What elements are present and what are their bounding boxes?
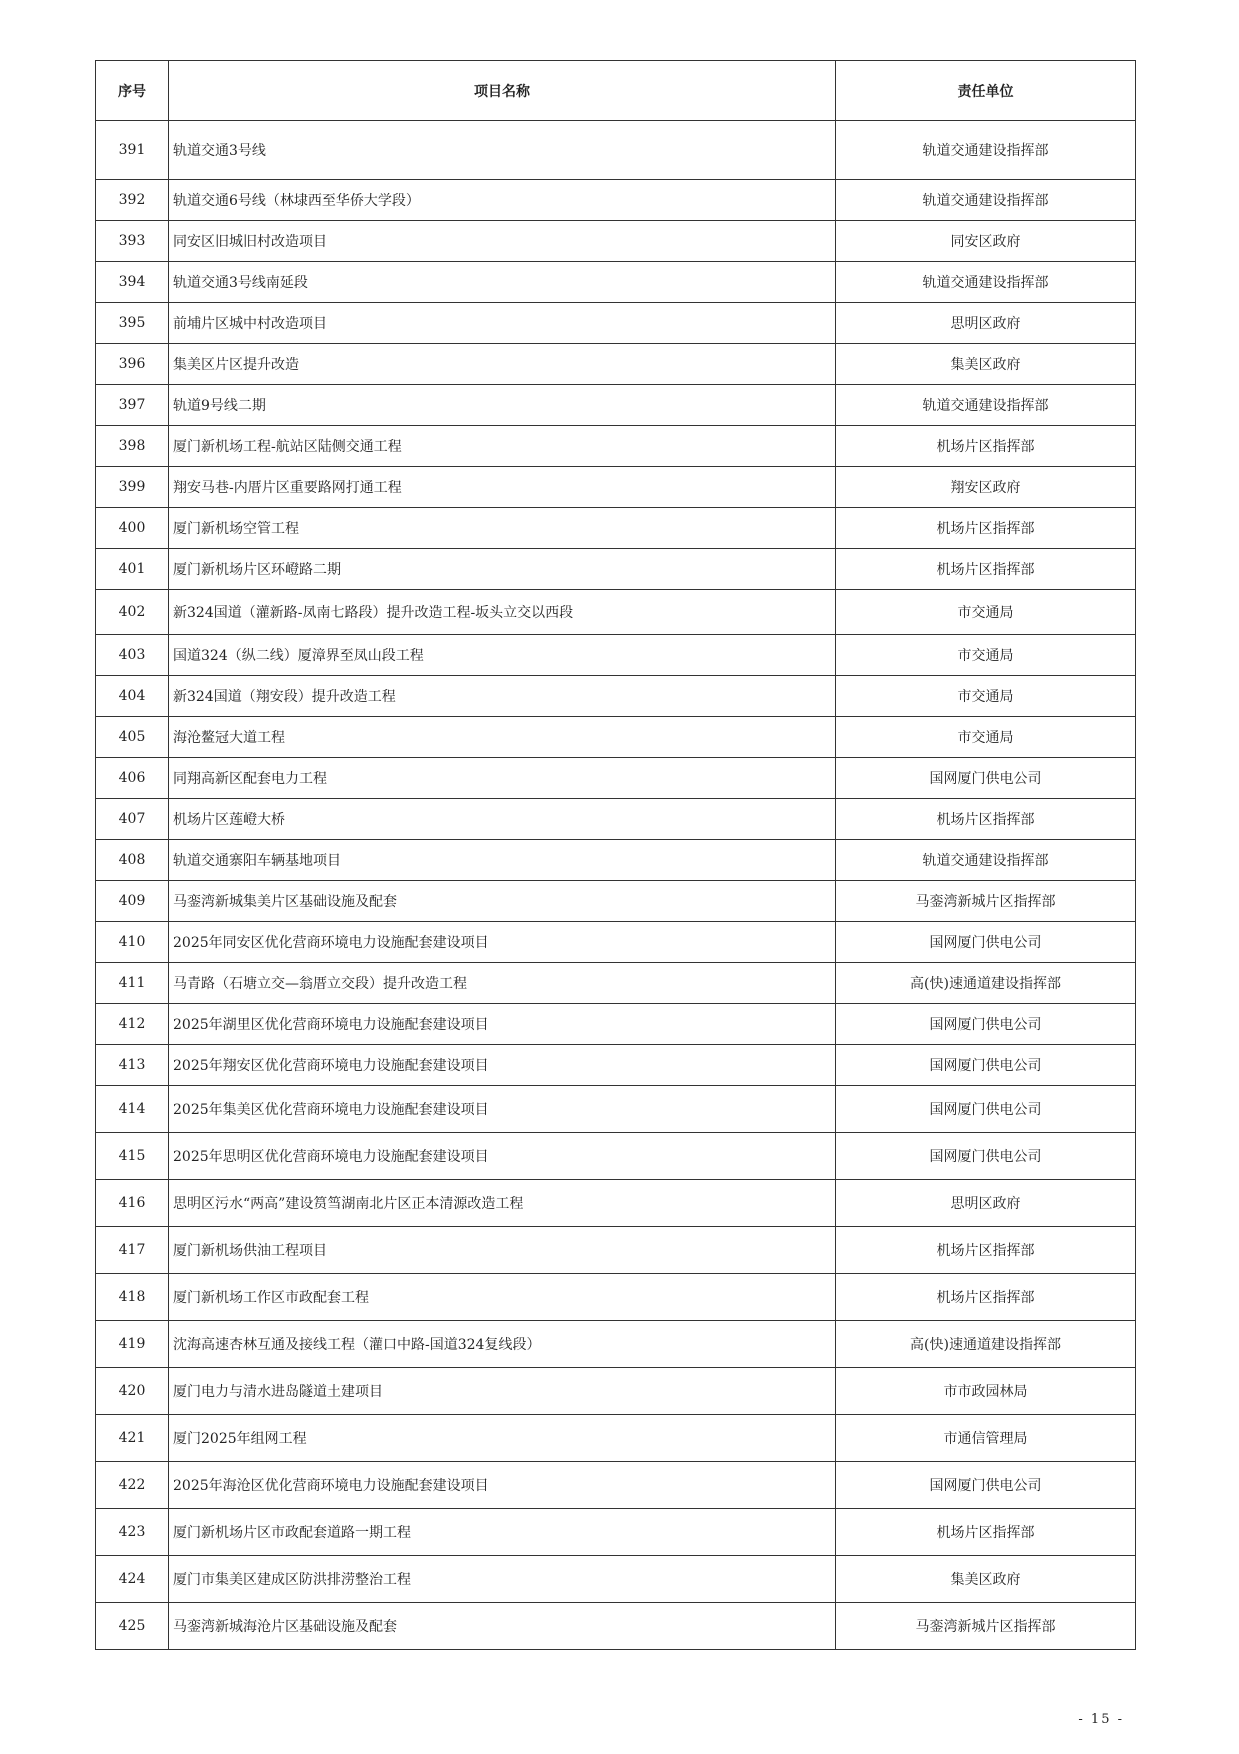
cell-project-name: 厦门新机场片区环嶝路二期 xyxy=(169,549,836,590)
project-table xyxy=(95,60,1136,1650)
cell-responsible-unit: 集美区政府 xyxy=(836,344,1136,385)
table-row xyxy=(96,840,1136,881)
cell-project-name: 2025年翔安区优化营商环境电力设施配套建设项目 xyxy=(169,1045,836,1086)
cell-serial-number: 422 xyxy=(96,1462,169,1509)
cell-responsible-unit: 机场片区指挥部 xyxy=(836,799,1136,840)
header-project-name: 项目名称 xyxy=(169,61,836,121)
cell-project-name: 新324国道（灌新路-凤南七路段）提升改造工程-坂头立交以西段 xyxy=(169,590,836,635)
table-row xyxy=(96,508,1136,549)
table-row xyxy=(96,799,1136,840)
table-row xyxy=(96,635,1136,676)
table-row xyxy=(96,1086,1136,1133)
header-serial-number: 序号 xyxy=(96,61,169,121)
table-row xyxy=(96,1133,1136,1180)
cell-responsible-unit: 国网厦门供电公司 xyxy=(836,758,1136,799)
cell-project-name: 集美区片区提升改造 xyxy=(169,344,836,385)
cell-responsible-unit: 市交通局 xyxy=(836,635,1136,676)
table-row xyxy=(96,467,1136,508)
cell-responsible-unit: 高(快)速通道建设指挥部 xyxy=(836,963,1136,1004)
cell-project-name: 厦门新机场工作区市政配套工程 xyxy=(169,1274,836,1321)
cell-responsible-unit: 国网厦门供电公司 xyxy=(836,922,1136,963)
cell-project-name: 沈海高速杏林互通及接线工程（灌口中路-国道324复线段） xyxy=(169,1321,836,1368)
cell-serial-number: 399 xyxy=(96,467,169,508)
cell-project-name: 厦门新机场工程-航站区陆侧交通工程 xyxy=(169,426,836,467)
cell-serial-number: 406 xyxy=(96,758,169,799)
cell-project-name: 轨道交通3号线 xyxy=(169,121,836,180)
cell-project-name: 2025年湖里区优化营商环境电力设施配套建设项目 xyxy=(169,1004,836,1045)
table-row xyxy=(96,758,1136,799)
table-row xyxy=(96,1603,1136,1650)
cell-project-name: 新324国道（翔安段）提升改造工程 xyxy=(169,676,836,717)
cell-project-name: 马銮湾新城海沧片区基础设施及配套 xyxy=(169,1603,836,1650)
cell-responsible-unit: 机场片区指挥部 xyxy=(836,426,1136,467)
table-row xyxy=(96,221,1136,262)
cell-project-name: 2025年思明区优化营商环境电力设施配套建设项目 xyxy=(169,1133,836,1180)
cell-project-name: 2025年海沧区优化营商环境电力设施配套建设项目 xyxy=(169,1462,836,1509)
cell-project-name: 同翔高新区配套电力工程 xyxy=(169,758,836,799)
cell-project-name: 翔安马巷-内厝片区重要路网打通工程 xyxy=(169,467,836,508)
cell-responsible-unit: 机场片区指挥部 xyxy=(836,1509,1136,1556)
cell-responsible-unit: 国网厦门供电公司 xyxy=(836,1133,1136,1180)
table-row xyxy=(96,303,1136,344)
cell-responsible-unit: 轨道交通建设指挥部 xyxy=(836,840,1136,881)
cell-serial-number: 392 xyxy=(96,180,169,221)
cell-serial-number: 414 xyxy=(96,1086,169,1133)
cell-responsible-unit: 市通信管理局 xyxy=(836,1415,1136,1462)
table-row xyxy=(96,1045,1136,1086)
cell-serial-number: 400 xyxy=(96,508,169,549)
cell-project-name: 厦门电力与清水进岛隧道土建项目 xyxy=(169,1368,836,1415)
cell-responsible-unit: 同安区政府 xyxy=(836,221,1136,262)
cell-project-name: 轨道交通寨阳车辆基地项目 xyxy=(169,840,836,881)
cell-serial-number: 391 xyxy=(96,121,169,180)
cell-serial-number: 420 xyxy=(96,1368,169,1415)
table-row xyxy=(96,1274,1136,1321)
table-row xyxy=(96,121,1136,180)
header-responsible-unit: 责任单位 xyxy=(836,61,1136,121)
cell-serial-number: 413 xyxy=(96,1045,169,1086)
cell-project-name: 厦门新机场空管工程 xyxy=(169,508,836,549)
cell-responsible-unit: 轨道交通建设指挥部 xyxy=(836,180,1136,221)
cell-responsible-unit: 机场片区指挥部 xyxy=(836,508,1136,549)
cell-serial-number: 409 xyxy=(96,881,169,922)
cell-serial-number: 395 xyxy=(96,303,169,344)
cell-responsible-unit: 国网厦门供电公司 xyxy=(836,1462,1136,1509)
cell-project-name: 厦门2025年组网工程 xyxy=(169,1415,836,1462)
table-row xyxy=(96,676,1136,717)
cell-serial-number: 421 xyxy=(96,1415,169,1462)
table-row xyxy=(96,1321,1136,1368)
table-row xyxy=(96,549,1136,590)
table-row xyxy=(96,1509,1136,1556)
cell-serial-number: 423 xyxy=(96,1509,169,1556)
table-row xyxy=(96,1415,1136,1462)
cell-serial-number: 415 xyxy=(96,1133,169,1180)
cell-project-name: 思明区污水“两高”建设筼筜湖南北片区正本清源改造工程 xyxy=(169,1180,836,1227)
page-number: - 15 - xyxy=(1078,1712,1124,1727)
cell-responsible-unit: 市交通局 xyxy=(836,717,1136,758)
cell-responsible-unit: 市交通局 xyxy=(836,590,1136,635)
cell-responsible-unit: 高(快)速通道建设指挥部 xyxy=(836,1321,1136,1368)
table-row xyxy=(96,262,1136,303)
cell-serial-number: 407 xyxy=(96,799,169,840)
cell-serial-number: 396 xyxy=(96,344,169,385)
cell-serial-number: 403 xyxy=(96,635,169,676)
cell-responsible-unit: 国网厦门供电公司 xyxy=(836,1045,1136,1086)
cell-responsible-unit: 国网厦门供电公司 xyxy=(836,1004,1136,1045)
cell-responsible-unit: 机场片区指挥部 xyxy=(836,1227,1136,1274)
table-row xyxy=(96,385,1136,426)
cell-serial-number: 419 xyxy=(96,1321,169,1368)
cell-serial-number: 401 xyxy=(96,549,169,590)
cell-project-name: 轨道交通6号线（林埭西至华侨大学段） xyxy=(169,180,836,221)
cell-serial-number: 394 xyxy=(96,262,169,303)
cell-serial-number: 408 xyxy=(96,840,169,881)
cell-responsible-unit: 思明区政府 xyxy=(836,1180,1136,1227)
cell-responsible-unit: 翔安区政府 xyxy=(836,467,1136,508)
cell-responsible-unit: 国网厦门供电公司 xyxy=(836,1086,1136,1133)
table-row xyxy=(96,1462,1136,1509)
table-row xyxy=(96,963,1136,1004)
cell-responsible-unit: 集美区政府 xyxy=(836,1556,1136,1603)
cell-project-name: 马銮湾新城集美片区基础设施及配套 xyxy=(169,881,836,922)
cell-responsible-unit: 轨道交通建设指挥部 xyxy=(836,385,1136,426)
cell-serial-number: 397 xyxy=(96,385,169,426)
table-header-row xyxy=(96,61,1136,121)
cell-project-name: 马青路（石塘立交—翁厝立交段）提升改造工程 xyxy=(169,963,836,1004)
cell-project-name: 轨道9号线二期 xyxy=(169,385,836,426)
cell-serial-number: 402 xyxy=(96,590,169,635)
cell-responsible-unit: 市市政园林局 xyxy=(836,1368,1136,1415)
cell-project-name: 厦门新机场供油工程项目 xyxy=(169,1227,836,1274)
cell-responsible-unit: 马銮湾新城片区指挥部 xyxy=(836,1603,1136,1650)
table-row xyxy=(96,922,1136,963)
cell-serial-number: 412 xyxy=(96,1004,169,1045)
table-row xyxy=(96,344,1136,385)
cell-serial-number: 424 xyxy=(96,1556,169,1603)
table-row xyxy=(96,1004,1136,1045)
cell-serial-number: 418 xyxy=(96,1274,169,1321)
cell-responsible-unit: 轨道交通建设指挥部 xyxy=(836,262,1136,303)
table-row xyxy=(96,717,1136,758)
cell-project-name: 机场片区莲嶝大桥 xyxy=(169,799,836,840)
cell-project-name: 同安区旧城旧村改造项目 xyxy=(169,221,836,262)
cell-responsible-unit: 机场片区指挥部 xyxy=(836,1274,1136,1321)
cell-serial-number: 410 xyxy=(96,922,169,963)
cell-serial-number: 393 xyxy=(96,221,169,262)
cell-project-name: 轨道交通3号线南延段 xyxy=(169,262,836,303)
cell-serial-number: 425 xyxy=(96,1603,169,1650)
cell-responsible-unit: 机场片区指挥部 xyxy=(836,549,1136,590)
table-row xyxy=(96,1368,1136,1415)
table-row xyxy=(96,1556,1136,1603)
cell-serial-number: 398 xyxy=(96,426,169,467)
cell-project-name: 国道324（纵二线）厦漳界至凤山段工程 xyxy=(169,635,836,676)
cell-serial-number: 416 xyxy=(96,1180,169,1227)
table-row xyxy=(96,590,1136,635)
cell-project-name: 厦门新机场片区市政配套道路一期工程 xyxy=(169,1509,836,1556)
cell-serial-number: 405 xyxy=(96,717,169,758)
table-row xyxy=(96,1180,1136,1227)
table-row xyxy=(96,180,1136,221)
cell-serial-number: 417 xyxy=(96,1227,169,1274)
cell-project-name: 2025年同安区优化营商环境电力设施配套建设项目 xyxy=(169,922,836,963)
cell-project-name: 厦门市集美区建成区防洪排涝整治工程 xyxy=(169,1556,836,1603)
cell-project-name: 前埔片区城中村改造项目 xyxy=(169,303,836,344)
cell-responsible-unit: 市交通局 xyxy=(836,676,1136,717)
cell-responsible-unit: 思明区政府 xyxy=(836,303,1136,344)
table-row xyxy=(96,881,1136,922)
table-row xyxy=(96,426,1136,467)
cell-serial-number: 411 xyxy=(96,963,169,1004)
table-row xyxy=(96,1227,1136,1274)
cell-responsible-unit: 轨道交通建设指挥部 xyxy=(836,121,1136,180)
cell-project-name: 2025年集美区优化营商环境电力设施配套建设项目 xyxy=(169,1086,836,1133)
cell-project-name: 海沧鳌冠大道工程 xyxy=(169,717,836,758)
cell-serial-number: 404 xyxy=(96,676,169,717)
cell-responsible-unit: 马銮湾新城片区指挥部 xyxy=(836,881,1136,922)
